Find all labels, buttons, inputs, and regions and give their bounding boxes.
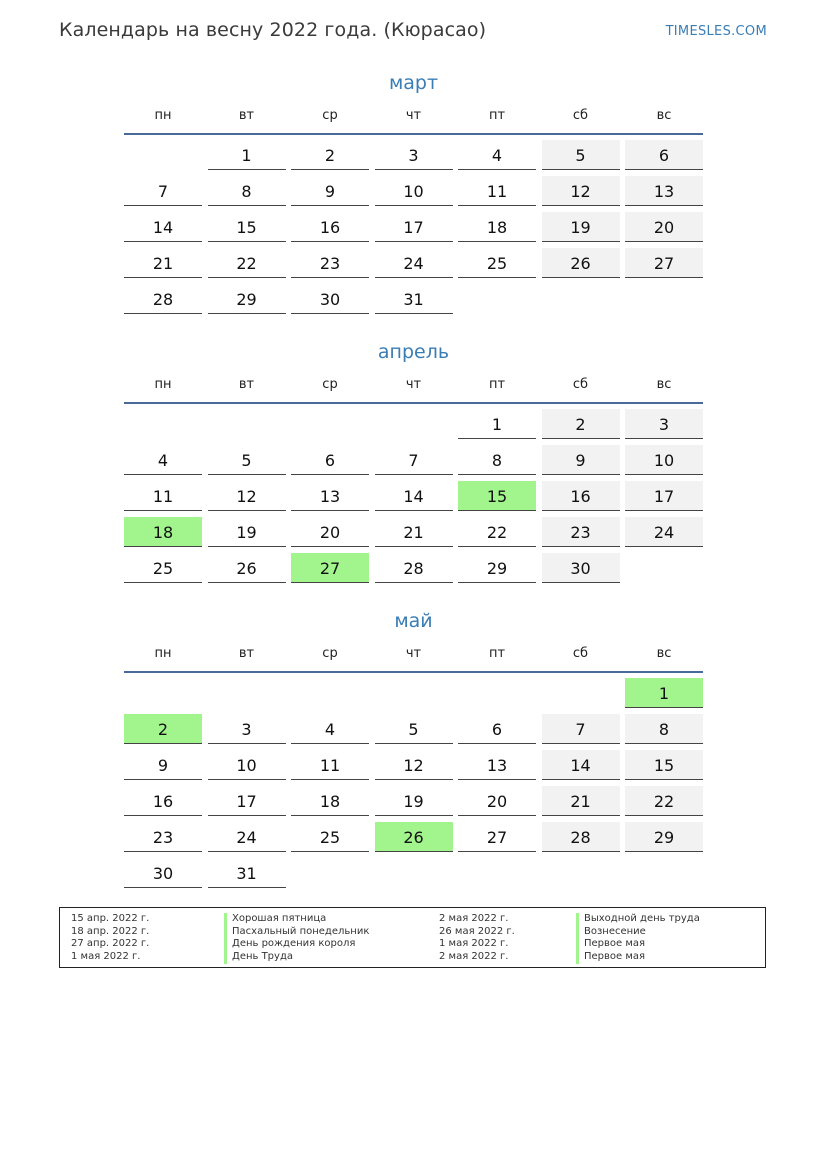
day-cell: 11 bbox=[291, 750, 369, 780]
empty-day-cell bbox=[208, 678, 286, 707]
day-cell: 31 bbox=[208, 858, 286, 888]
weekday-label: сб bbox=[572, 108, 589, 123]
month-calendar bbox=[124, 70, 703, 314]
weekday-label: вс bbox=[656, 377, 672, 392]
empty-day-cell bbox=[291, 409, 369, 438]
day-cell: 10 bbox=[375, 176, 453, 206]
month-name: март bbox=[388, 72, 439, 94]
day-cell: 4 bbox=[458, 140, 536, 170]
weekday-label: сб bbox=[572, 646, 589, 661]
month-name: апрель bbox=[377, 341, 450, 363]
weekend-day-cell: 26 bbox=[542, 248, 620, 278]
page-title: Календарь на весну 2022 года. (Кюрасао) bbox=[59, 19, 487, 41]
day-cell: 27 bbox=[458, 822, 536, 852]
empty-day-cell bbox=[542, 678, 620, 707]
weekend-day-cell: 14 bbox=[542, 750, 620, 780]
weekend-day-cell: 22 bbox=[625, 786, 703, 816]
legend-holiday-name: Вознесение bbox=[576, 926, 700, 939]
weekday-label: вт bbox=[238, 646, 255, 661]
weekday-label: пн bbox=[154, 646, 172, 661]
day-cell: 4 bbox=[291, 714, 369, 744]
day-cell: 23 bbox=[124, 822, 202, 852]
day-cell: 17 bbox=[375, 212, 453, 242]
day-cell: 22 bbox=[458, 517, 536, 547]
weekend-day-cell: 20 bbox=[625, 212, 703, 242]
day-cell: 22 bbox=[208, 248, 286, 278]
day-cell: 16 bbox=[124, 786, 202, 816]
empty-day-cell bbox=[208, 409, 286, 438]
legend-holiday-name: День рождения короля bbox=[224, 938, 369, 951]
day-cell: 14 bbox=[124, 212, 202, 242]
legend-holiday-name: Первое мая bbox=[576, 951, 700, 964]
empty-day-cell bbox=[124, 140, 202, 169]
weekend-day-cell: 7 bbox=[542, 714, 620, 744]
weekday-label: ср bbox=[322, 377, 338, 392]
weekday-label: ср bbox=[322, 646, 338, 661]
day-cell: 28 bbox=[124, 284, 202, 314]
legend-date: 15 апр. 2022 г. bbox=[71, 913, 150, 924]
weekend-day-cell: 29 bbox=[625, 822, 703, 852]
day-cell: 18 bbox=[458, 212, 536, 242]
legend-holiday-name: Первое мая bbox=[576, 938, 700, 951]
day-cell: 30 bbox=[124, 858, 202, 888]
day-cell: 7 bbox=[375, 445, 453, 475]
weekday-label: вт bbox=[238, 377, 255, 392]
legend-holiday-name: Хорошая пятница bbox=[224, 913, 369, 926]
legend-holiday-name: Выходной день труда bbox=[576, 913, 700, 926]
day-cell: 8 bbox=[458, 445, 536, 475]
day-cell: 1 bbox=[208, 140, 286, 170]
month-calendar bbox=[124, 608, 703, 888]
empty-day-cell bbox=[542, 284, 620, 313]
weekend-day-cell: 2 bbox=[542, 409, 620, 439]
weekend-day-cell: 21 bbox=[542, 786, 620, 816]
empty-day-cell bbox=[124, 409, 202, 438]
weekend-day-cell: 8 bbox=[625, 714, 703, 744]
day-cell: 25 bbox=[291, 822, 369, 852]
header-divider bbox=[124, 671, 703, 673]
weekend-day-cell: 15 bbox=[625, 750, 703, 780]
day-cell: 16 bbox=[291, 212, 369, 242]
weekday-label: пт bbox=[488, 108, 506, 123]
day-cell: 23 bbox=[291, 248, 369, 278]
day-cell: 20 bbox=[458, 786, 536, 816]
day-cell: 28 bbox=[375, 553, 453, 583]
holiday-day-cell: 26 bbox=[375, 822, 453, 852]
legend-date: 26 мая 2022 г. bbox=[439, 925, 515, 937]
day-cell: 13 bbox=[458, 750, 536, 780]
weekday-label: сб bbox=[572, 377, 589, 392]
weekday-label: чт bbox=[405, 108, 422, 123]
day-cell: 29 bbox=[208, 284, 286, 314]
weekday-label: пт bbox=[488, 646, 506, 661]
holiday-day-cell: 15 bbox=[458, 481, 536, 511]
holiday-day-cell: 2 bbox=[124, 714, 202, 744]
day-cell: 19 bbox=[375, 786, 453, 816]
day-grid bbox=[124, 409, 703, 583]
weekend-day-cell: 28 bbox=[542, 822, 620, 852]
day-cell: 3 bbox=[375, 140, 453, 170]
weekend-day-cell: 24 bbox=[625, 517, 703, 547]
weekend-day-cell: 3 bbox=[625, 409, 703, 439]
brand-link[interactable]: TIMESLES.COM bbox=[665, 24, 767, 39]
day-cell: 24 bbox=[375, 248, 453, 278]
day-cell: 5 bbox=[375, 714, 453, 744]
empty-day-cell bbox=[625, 858, 703, 887]
weekend-day-cell: 13 bbox=[625, 176, 703, 206]
weekday-header bbox=[124, 106, 703, 132]
month-calendar bbox=[124, 339, 703, 583]
day-cell: 30 bbox=[291, 284, 369, 314]
day-grid bbox=[124, 678, 703, 888]
day-cell: 9 bbox=[124, 750, 202, 780]
day-cell: 5 bbox=[208, 445, 286, 475]
empty-day-cell bbox=[458, 678, 536, 707]
weekday-label: вт bbox=[238, 108, 255, 123]
weekend-day-cell: 5 bbox=[542, 140, 620, 170]
holiday-day-cell: 18 bbox=[124, 517, 202, 547]
weekday-label: ср bbox=[322, 108, 338, 123]
weekday-label: пн bbox=[154, 108, 172, 123]
day-cell: 21 bbox=[124, 248, 202, 278]
day-cell: 12 bbox=[208, 481, 286, 511]
legend-holiday-name: День Труда bbox=[224, 951, 369, 964]
empty-day-cell bbox=[124, 678, 202, 707]
day-cell: 15 bbox=[208, 212, 286, 242]
empty-day-cell bbox=[291, 678, 369, 707]
legend-date: 2 мая 2022 г. bbox=[439, 951, 509, 963]
weekend-day-cell: 17 bbox=[625, 481, 703, 511]
legend-holiday-name: Пасхальный понедельник bbox=[224, 926, 369, 939]
weekday-header bbox=[124, 644, 703, 670]
weekday-header bbox=[124, 375, 703, 401]
header-divider bbox=[124, 133, 703, 135]
day-cell: 18 bbox=[291, 786, 369, 816]
day-cell: 9 bbox=[291, 176, 369, 206]
empty-day-cell bbox=[542, 858, 620, 887]
empty-day-cell bbox=[625, 553, 703, 582]
holiday-legend bbox=[59, 907, 766, 968]
day-cell: 12 bbox=[375, 750, 453, 780]
legend-date: 18 апр. 2022 г. bbox=[71, 925, 150, 937]
weekend-day-cell: 27 bbox=[625, 248, 703, 278]
weekend-day-cell: 10 bbox=[625, 445, 703, 475]
empty-day-cell bbox=[375, 409, 453, 438]
month-name: май bbox=[394, 610, 433, 632]
day-cell: 11 bbox=[124, 481, 202, 511]
weekend-day-cell: 12 bbox=[542, 176, 620, 206]
day-cell: 20 bbox=[291, 517, 369, 547]
day-cell: 24 bbox=[208, 822, 286, 852]
weekend-day-cell: 19 bbox=[542, 212, 620, 242]
weekday-label: чт bbox=[405, 377, 422, 392]
holiday-day-cell: 1 bbox=[625, 678, 703, 708]
weekday-label: вс bbox=[656, 646, 672, 661]
day-cell: 4 bbox=[124, 445, 202, 475]
empty-day-cell bbox=[625, 284, 703, 313]
weekend-day-cell: 30 bbox=[542, 553, 620, 583]
day-cell: 2 bbox=[291, 140, 369, 170]
legend-date: 2 мая 2022 г. bbox=[439, 913, 509, 924]
weekday-label: пн bbox=[154, 377, 172, 392]
day-grid bbox=[124, 140, 703, 314]
legend-date: 1 мая 2022 г. bbox=[439, 938, 509, 950]
day-cell: 25 bbox=[458, 248, 536, 278]
day-cell: 14 bbox=[375, 481, 453, 511]
legend-date: 1 мая 2022 г. bbox=[71, 951, 141, 963]
empty-day-cell bbox=[375, 678, 453, 707]
weekend-day-cell: 23 bbox=[542, 517, 620, 547]
legend-date: 27 апр. 2022 г. bbox=[71, 938, 150, 950]
day-cell: 8 bbox=[208, 176, 286, 206]
day-cell: 13 bbox=[291, 481, 369, 511]
holiday-day-cell: 27 bbox=[291, 553, 369, 583]
empty-day-cell bbox=[458, 284, 536, 313]
day-cell: 10 bbox=[208, 750, 286, 780]
day-cell: 1 bbox=[458, 409, 536, 439]
day-cell: 7 bbox=[124, 176, 202, 206]
day-cell: 26 bbox=[208, 553, 286, 583]
empty-day-cell bbox=[375, 858, 453, 887]
weekday-label: вс bbox=[656, 108, 672, 123]
weekday-label: пт bbox=[488, 377, 506, 392]
day-cell: 21 bbox=[375, 517, 453, 547]
weekday-label: чт bbox=[405, 646, 422, 661]
empty-day-cell bbox=[291, 858, 369, 887]
empty-day-cell bbox=[458, 858, 536, 887]
weekend-day-cell: 6 bbox=[625, 140, 703, 170]
header-divider bbox=[124, 402, 703, 404]
day-cell: 3 bbox=[208, 714, 286, 744]
weekend-day-cell: 16 bbox=[542, 481, 620, 511]
day-cell: 31 bbox=[375, 284, 453, 314]
day-cell: 25 bbox=[124, 553, 202, 583]
day-cell: 11 bbox=[458, 176, 536, 206]
day-cell: 19 bbox=[208, 517, 286, 547]
day-cell: 29 bbox=[458, 553, 536, 583]
day-cell: 6 bbox=[291, 445, 369, 475]
weekend-day-cell: 9 bbox=[542, 445, 620, 475]
day-cell: 6 bbox=[458, 714, 536, 744]
day-cell: 17 bbox=[208, 786, 286, 816]
